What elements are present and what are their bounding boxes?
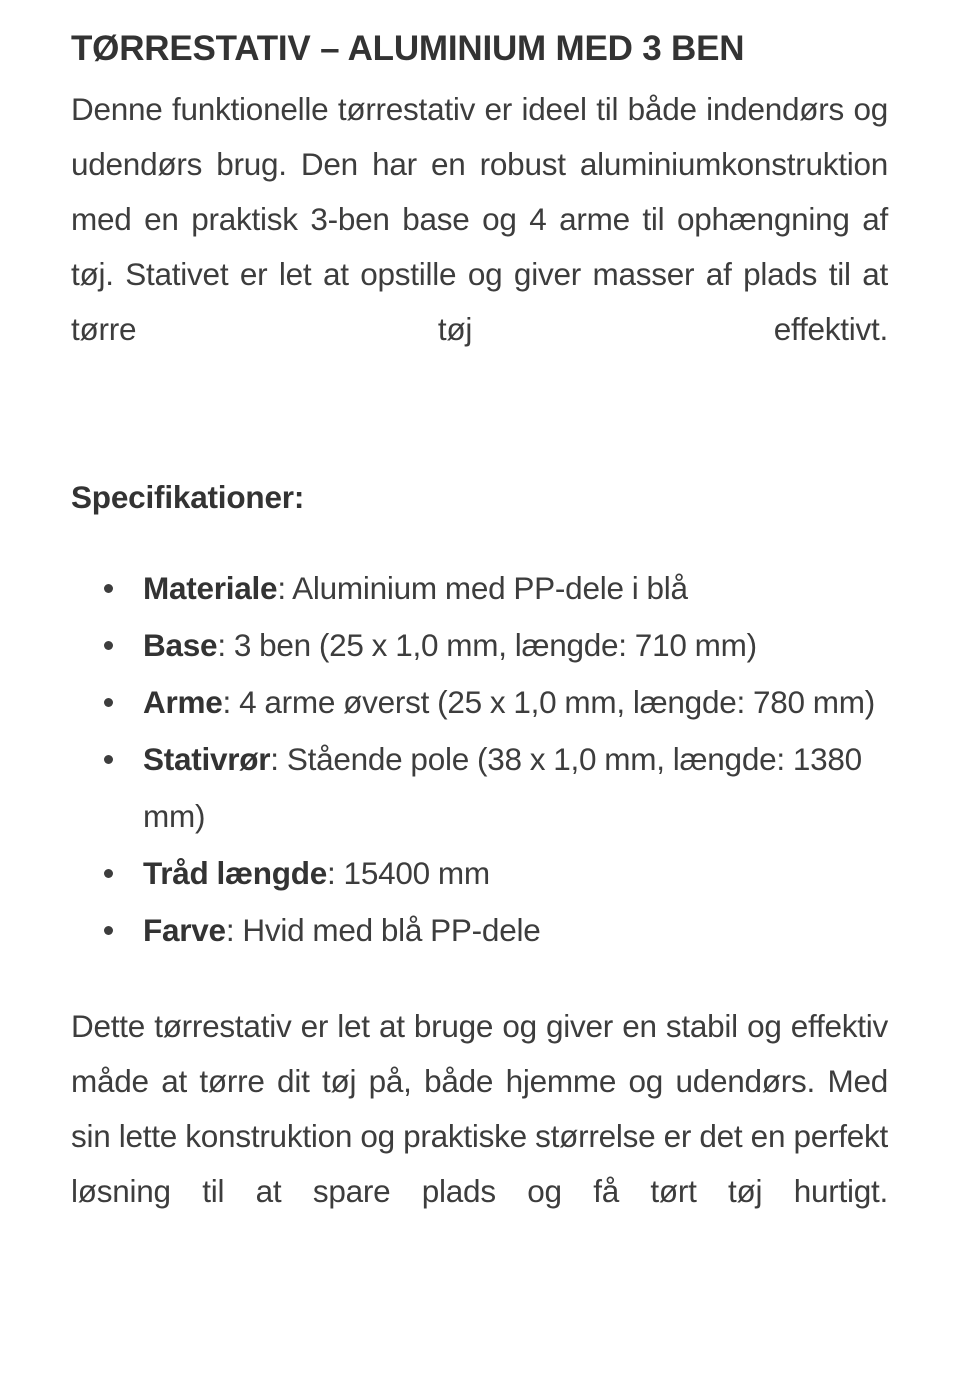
bullet-icon xyxy=(104,698,113,707)
bullet-icon xyxy=(104,755,113,764)
spec-value: Stående pole (38 x 1,0 mm, længde: 1380 mm) xyxy=(143,741,862,834)
spec-separator: : xyxy=(277,570,293,606)
spec-label: Farve xyxy=(143,912,226,948)
list-item xyxy=(71,731,888,845)
spec-separator: : xyxy=(225,912,243,948)
spec-value: Aluminium med PP-dele i blå xyxy=(292,570,688,606)
spec-label: Tråd længde xyxy=(143,855,328,891)
page-title: TØRRESTATIV – ALUMINIUM MED 3 BEN xyxy=(71,29,745,68)
spec-separator: : xyxy=(222,684,240,720)
spec-value: 15400 mm xyxy=(343,855,490,891)
bullet-icon xyxy=(104,869,113,878)
list-item xyxy=(71,560,888,617)
list-item xyxy=(71,902,888,959)
spec-label: Materiale xyxy=(143,570,278,606)
spec-separator: : xyxy=(270,741,287,777)
list-item xyxy=(71,617,888,674)
bullet-icon xyxy=(104,641,113,650)
spec-label: Base xyxy=(143,627,218,663)
spec-value: 3 ben (25 x 1,0 mm, længde: 710 mm) xyxy=(233,627,757,663)
spec-label: Stativrør xyxy=(143,741,271,777)
list-item xyxy=(71,674,888,731)
spec-separator: : xyxy=(217,627,234,663)
outro-paragraph: Dette tørrestativ er let at bruge og giver en stabil og effektiv måde at tørre dit tøj på, både hjemme og udendørs. Med sin lette konstruktion og praktiske størrelse er det en perfekt løsning til at spare plads og få tørt tøj hurtigt. xyxy=(71,1008,888,1209)
bullet-icon xyxy=(104,584,113,593)
spec-label: Arme xyxy=(143,684,223,720)
bullet-icon xyxy=(104,926,113,935)
spec-value: 4 arme øverst (25 x 1,0 mm, længde: 780 mm) xyxy=(239,684,876,720)
specifications-list xyxy=(71,560,888,959)
spec-value: Hvid med blå PP-dele xyxy=(242,912,541,948)
intro-paragraph: Denne funktionelle tørrestativ er ideel til både indendørs og udendørs brug. Den har en robust aluminiumkonstruktion med en praktisk 3-ben base og 4 arme til ophængning af tøj. Stativet er let at opstille og giver masser af plads til at tørre tøj effektivt. xyxy=(71,91,888,347)
list-item xyxy=(71,845,888,902)
spec-separator: : xyxy=(327,855,344,891)
specifications-heading: Specifikationer: xyxy=(71,479,305,515)
